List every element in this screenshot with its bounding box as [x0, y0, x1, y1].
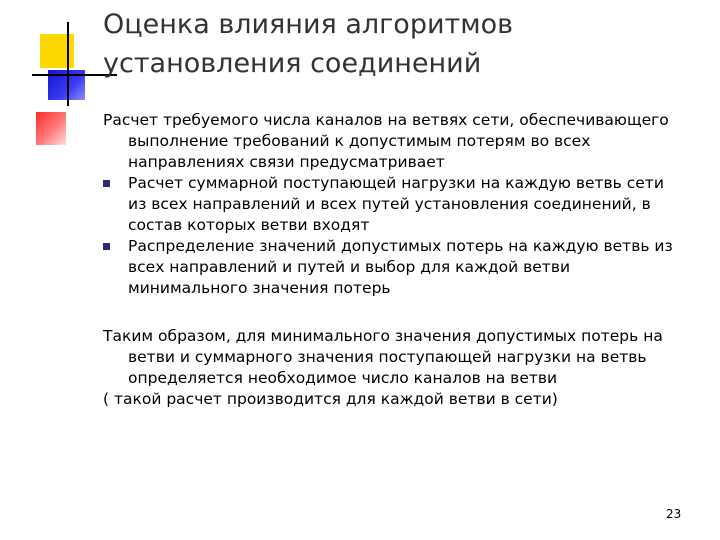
- bullet-item: [103, 173, 678, 236]
- bullet-text: Расчет суммарной поступающей нагрузки на каждую ветвь сети из всех направлений и всех путей установления соединений, в состав которых ветви входят: [128, 174, 664, 234]
- intro-paragraph: Расчет требуемого числа каналов на ветвях сети, обеспечивающего выполнение требований к допустимым потерям во всех направлениях связи предусматривает: [103, 111, 669, 171]
- slide-title: [103, 5, 703, 83]
- bullet-text: Распределение значений допустимых потерь на каждую ветвь из всех направлений и путей и выбор для каждой ветви минимального значения потерь: [128, 237, 673, 297]
- slide-body: [103, 110, 678, 410]
- vertical-rule: [67, 22, 69, 106]
- title-line-2: установления соединений: [103, 48, 482, 79]
- note-paragraph: ( такой расчет производится для каждой ветви в сети): [103, 390, 558, 408]
- page-number: 23: [666, 507, 682, 521]
- bullet-item: [103, 236, 678, 299]
- conclusion-paragraph: Таким образом, для минимального значения допустимых потерь на ветви и суммарного значения поступающей нагрузки на ветвь определяется необходимое число каналов на ветви: [103, 327, 663, 387]
- decorative-logo: [0, 0, 100, 150]
- red-square: [36, 112, 66, 145]
- title-line-1: Оценка влияния алгоритмов: [103, 9, 514, 40]
- square-bullet-icon: [103, 243, 110, 250]
- square-bullet-icon: [103, 180, 110, 187]
